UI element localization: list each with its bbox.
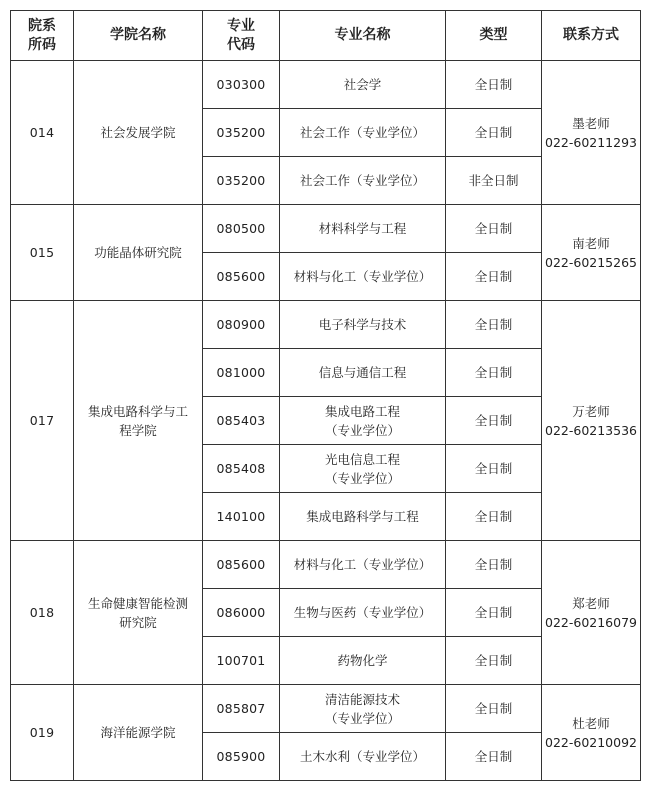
college-name-line: 海洋能源学院 (100, 725, 176, 740)
contact-line: 022-60210092 (545, 734, 637, 750)
major-code-cell: 080900 (203, 301, 280, 349)
major-code-cell: 030300 (203, 61, 280, 109)
table-row (11, 541, 641, 589)
college-name-line: 研究院 (119, 614, 157, 630)
contact-line: 022-60213536 (545, 422, 637, 438)
dept-code-cell: 014 (11, 61, 74, 205)
major-code-cell: 080500 (203, 205, 280, 253)
college-name-cell (74, 685, 203, 781)
major-name-cell (280, 253, 446, 301)
major-code-cell: 085900 (203, 733, 280, 781)
contact-line: 022-60216079 (545, 614, 637, 630)
study-type-cell: 全日制 (446, 205, 542, 253)
major-name-cell (280, 685, 446, 733)
major-code-cell: 085600 (203, 541, 280, 589)
major-name-cell (280, 493, 446, 541)
contact-cell (542, 61, 641, 205)
major-name-cell (280, 541, 446, 589)
program-table (10, 10, 641, 781)
major-code-cell: 081000 (203, 349, 280, 397)
major-name-cell (280, 61, 446, 109)
contact-cell (542, 205, 641, 301)
major-code-cell: 085600 (203, 253, 280, 301)
major-name-line: 电子科学与技术 (318, 317, 407, 332)
study-type-cell: 全日制 (446, 397, 542, 445)
major-code-cell: 085408 (203, 445, 280, 493)
study-type-cell: 全日制 (446, 493, 542, 541)
header-type: 类型 (446, 11, 542, 61)
contact-line: 022-60215265 (545, 254, 637, 270)
contact-line: 墨老师 (572, 115, 610, 131)
contact-line: 022-60211293 (545, 134, 637, 150)
table-row (11, 61, 641, 109)
study-type-cell: 全日制 (446, 109, 542, 157)
college-name-line: 程学院 (119, 422, 157, 438)
dept-code-cell: 018 (11, 541, 74, 685)
dept-code-cell: 015 (11, 205, 74, 301)
contact-line: 杜老师 (572, 715, 610, 731)
major-name-cell (280, 445, 446, 493)
header-major-code (203, 11, 280, 61)
dept-code-cell: 019 (11, 685, 74, 781)
major-name-cell (280, 157, 446, 205)
header-row (11, 11, 641, 61)
major-name-line: 材料与化工（专业学位） (293, 269, 432, 284)
header-major-code-line2: 代码 (227, 36, 255, 53)
study-type-cell: 全日制 (446, 589, 542, 637)
major-code-cell: 140100 (203, 493, 280, 541)
major-name-cell (280, 589, 446, 637)
college-name-cell (74, 205, 203, 301)
header-college: 学院名称 (74, 11, 203, 61)
major-name-line: 生物与医药（专业学位） (293, 605, 432, 620)
table-row (11, 301, 641, 349)
study-type-cell: 非全日制 (446, 157, 542, 205)
major-name-cell (280, 109, 446, 157)
study-type-cell: 全日制 (446, 541, 542, 589)
major-name-line: （专业学位） (324, 710, 400, 726)
contact-line: 万老师 (572, 403, 610, 419)
major-name-cell (280, 301, 446, 349)
program-table-container (10, 10, 641, 781)
major-code-cell: 085403 (203, 397, 280, 445)
major-name-line: 材料科学与工程 (318, 221, 407, 236)
major-name-line: 社会工作（专业学位） (299, 173, 425, 188)
study-type-cell: 全日制 (446, 349, 542, 397)
table-body (11, 61, 641, 781)
major-name-cell (280, 205, 446, 253)
major-code-cell: 100701 (203, 637, 280, 685)
study-type-cell: 全日制 (446, 301, 542, 349)
contact-line: 南老师 (572, 235, 610, 251)
major-name-line: 社会学 (343, 77, 382, 92)
major-name-line: 集成电路工程 (324, 403, 400, 419)
header-dept-code (11, 11, 74, 61)
dept-code-cell: 017 (11, 301, 74, 541)
major-name-line: （专业学位） (324, 422, 400, 438)
major-code-cell: 086000 (203, 589, 280, 637)
major-name-line: 药物化学 (337, 653, 388, 668)
major-code-cell: 085807 (203, 685, 280, 733)
study-type-cell: 全日制 (446, 733, 542, 781)
header-major-code-line1: 专业 (227, 17, 255, 34)
contact-cell (542, 301, 641, 541)
college-name-cell (74, 301, 203, 541)
header-major-name: 专业名称 (280, 11, 446, 61)
contact-cell (542, 685, 641, 781)
study-type-cell: 全日制 (446, 61, 542, 109)
study-type-cell: 全日制 (446, 445, 542, 493)
major-name-cell (280, 637, 446, 685)
major-name-line: 光电信息工程 (324, 451, 400, 467)
study-type-cell: 全日制 (446, 637, 542, 685)
major-name-line: 土木水利（专业学位） (299, 749, 425, 764)
header-dept-code-line1: 院系 (28, 17, 56, 34)
college-name-line: 功能晶体研究院 (94, 245, 182, 260)
major-name-line: 材料与化工（专业学位） (293, 557, 432, 572)
major-name-line: 清洁能源技术 (324, 691, 400, 707)
table-row (11, 205, 641, 253)
college-name-cell (74, 61, 203, 205)
contact-cell (542, 541, 641, 685)
college-name-line: 社会发展学院 (100, 125, 176, 140)
header-contact: 联系方式 (542, 11, 641, 61)
major-name-line: 信息与通信工程 (318, 365, 407, 380)
college-name-cell (74, 541, 203, 685)
contact-line: 郑老师 (572, 595, 610, 611)
major-code-cell: 035200 (203, 109, 280, 157)
major-name-cell (280, 397, 446, 445)
study-type-cell: 全日制 (446, 253, 542, 301)
college-name-line: 生命健康智能检测 (87, 595, 188, 611)
study-type-cell: 全日制 (446, 685, 542, 733)
table-row (11, 685, 641, 733)
major-name-line: 集成电路科学与工程 (306, 509, 419, 524)
major-name-line: （专业学位） (324, 470, 400, 486)
major-name-cell (280, 733, 446, 781)
major-name-line: 社会工作（专业学位） (299, 125, 425, 140)
major-code-cell: 035200 (203, 157, 280, 205)
college-name-line: 集成电路科学与工 (87, 403, 188, 419)
major-name-cell (280, 349, 446, 397)
header-dept-code-line2: 所码 (28, 36, 56, 53)
